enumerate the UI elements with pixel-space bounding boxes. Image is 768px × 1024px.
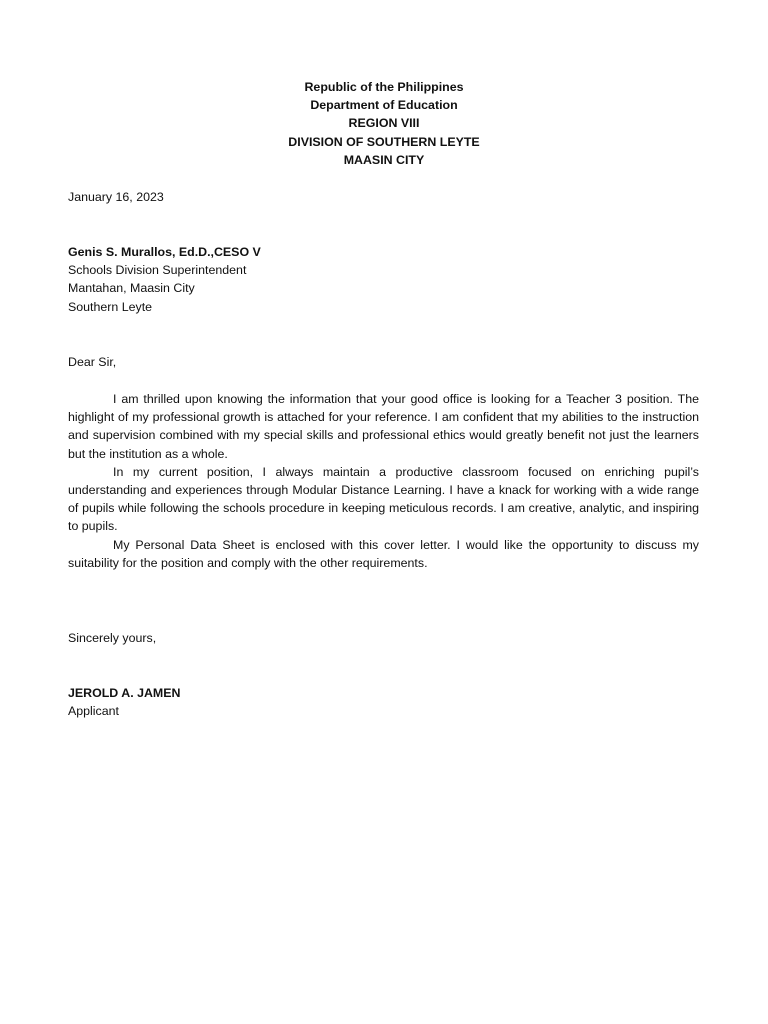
letterhead-line-city: MAASIN CITY — [343, 152, 425, 167]
letter-body — [68, 390, 699, 572]
body-paragraph: My Personal Data Sheet is enclosed with this cover letter. I would like the opportunity to discuss my suitability for the position and comply with the other requirements. — [68, 537, 699, 570]
body-paragraph: I am thrilled upon knowing the information that your good office is looking for a Teacher 3 position. The highlight of my professional growth is attached for your reference. I am confident that my abilities to the instruction and supervision combined with my special skills and professional ethics would greatly benefit not just the learners but the institution as a whole. — [68, 392, 699, 461]
letter-date: January 16, 2023 — [68, 190, 164, 204]
recipient-title: Schools Division Superintendent — [68, 263, 247, 278]
closing: Sincerely yours, — [68, 631, 157, 645]
letterhead — [0, 78, 768, 169]
recipient-name: Genis S. Murallos, Ed.D.,CESO V — [68, 245, 261, 259]
signature-block — [68, 684, 180, 720]
body-paragraph: In my current position, I always maintain a productive classroom focused on enriching pupil’s understanding and experiences through Modular Distance Learning. I have a knack for working with a wide range of pupils while following the schools procedure in keeping meticulous records. I am creative, analytic, and inspiring to pupils. — [68, 464, 699, 534]
letterhead-line-republic: Republic of the Philippines — [304, 80, 464, 94]
recipient-address-line-2: Southern Leyte — [68, 299, 153, 314]
signer-name: JEROLD A. JAMEN — [68, 686, 181, 700]
recipient-block — [68, 243, 261, 316]
letterhead-line-department: Department of Education — [310, 98, 458, 113]
recipient-address-line-1: Mantahan, Maasin City — [68, 281, 195, 296]
signer-role: Applicant — [68, 704, 119, 719]
letterhead-line-region: REGION VIII — [348, 116, 420, 131]
letterhead-line-division: DIVISION OF SOUTHERN LEYTE — [288, 134, 480, 149]
salutation: Dear Sir, — [68, 355, 117, 369]
